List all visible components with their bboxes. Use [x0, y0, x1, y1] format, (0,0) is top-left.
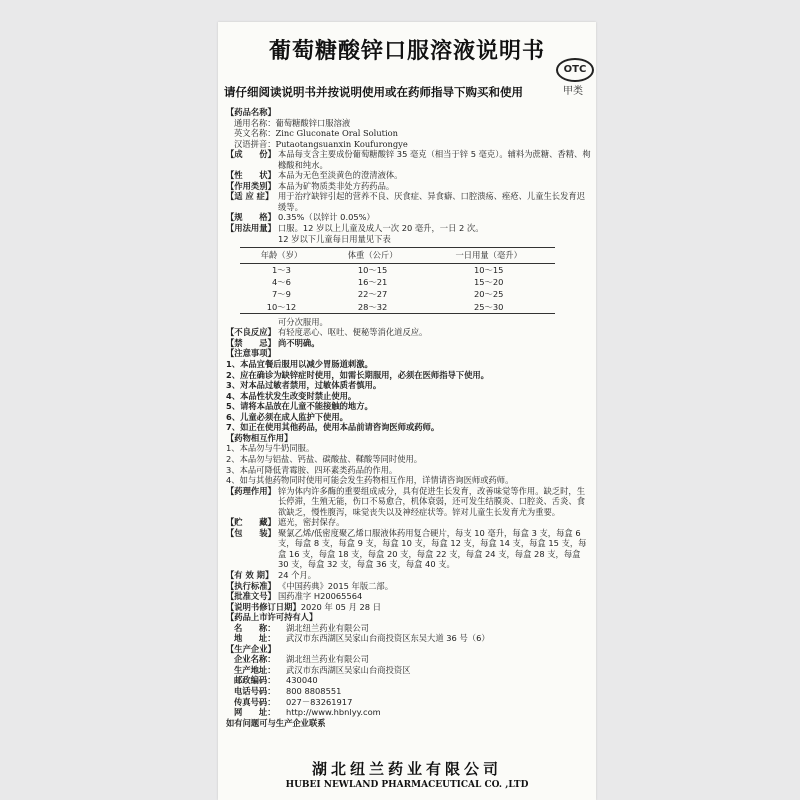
leaflet-content — [226, 107, 591, 728]
storage-label: 【贮 藏】 — [226, 517, 276, 528]
spec-label: 【规 格】 — [226, 212, 276, 223]
read-instructions-notice: 请仔细阅读说明书并按说明使用或在药师指导下购买和使用 — [224, 85, 523, 99]
dose-amount: 20～25 — [473, 289, 504, 300]
postcode-label: 邮政编码： — [234, 675, 276, 686]
dose-table — [240, 247, 555, 314]
dose-weight: 16～21 — [357, 276, 388, 287]
mah-name-label: 名 称： — [234, 622, 276, 633]
mfr-name-row — [226, 654, 591, 665]
fax-row — [226, 697, 591, 708]
list-item: 3、本品可降低青霉胺、四环素类药品的作用。 — [226, 464, 398, 475]
approval-row — [226, 591, 591, 602]
phone-row — [226, 686, 591, 697]
mah-name-value: 湖北纽兰药业有限公司 — [286, 622, 369, 633]
usage-label: 【用法用量】 — [226, 223, 276, 234]
list-item: 1、本品宜餐后服用以减少胃肠道刺激。 — [226, 359, 373, 370]
usage-line-2: 12 岁以下儿童每日用量见下表 — [278, 233, 391, 244]
composition-row — [226, 149, 591, 170]
contraindications-row — [226, 338, 591, 349]
storage-value: 遮光，密封保存。 — [278, 517, 345, 528]
postcode-value: 430040 — [286, 675, 318, 686]
dose-amount: 25～30 — [422, 301, 555, 314]
section-precautions: 【注意事项】 — [226, 348, 276, 359]
approval-value: 国药准字 H20065564 — [278, 591, 363, 602]
table-row — [240, 263, 555, 276]
spec-value: 0.35%（以锌计 0.05%） — [278, 212, 375, 223]
mfr-name-value: 湖北纽兰药业有限公司 — [286, 654, 369, 665]
revision-label: 【说明书修订日期】 — [226, 601, 301, 612]
mfr-address-row — [226, 665, 591, 676]
adverse-value: 有轻度恶心、呕吐、便秘等消化道反应。 — [278, 327, 428, 338]
pharmacology-row — [226, 486, 591, 518]
dose-age: 4～6 — [272, 276, 291, 287]
table-row — [240, 301, 555, 314]
leaflet-sheet — [218, 22, 596, 800]
list-item: 1、本品勿与牛奶同服。 — [226, 443, 315, 454]
generic-name-label: 通用名称： — [234, 117, 276, 128]
mfr-name-label: 企业名称： — [234, 654, 276, 665]
english-name-value: Zinc Gluconate Oral Solution — [275, 128, 398, 139]
dose-header-daily-dose: 一日用量（毫升） — [422, 248, 555, 264]
dose-table-header — [240, 248, 555, 264]
composition-value: 本品每支含主要成份葡萄糖酸锌 35 毫克（相当于锌 5 毫克）。辅料为蔗糖、香精、枸橼酸和纯水。 — [278, 149, 591, 170]
dose-amount: 15～20 — [473, 276, 504, 287]
list-item: 4、如与其他药物同时使用可能会发生药物相互作用，详情请咨询医师或药师。 — [226, 475, 514, 486]
dose-weight: 28～32 — [323, 301, 422, 314]
list-item: 3、对本品过敏者禁用，过敏体质者慎用。 — [226, 380, 382, 391]
english-name-label: 英文名称： — [234, 128, 276, 139]
list-item: 5、请将本品放在儿童不能接触的地方。 — [226, 401, 373, 412]
validity-value: 24 个月。 — [278, 569, 317, 580]
mah-address-label: 地 址： — [234, 633, 276, 644]
category-value: 本品为矿物质类非处方药药品。 — [278, 180, 395, 191]
description-label: 【性 状】 — [226, 170, 276, 181]
pharmacology-label: 【药理作用】 — [226, 485, 276, 496]
mah-address-value: 武汉市东西湖区吴家山台商投资区东吴大道 36 号（6） — [286, 633, 490, 644]
pinyin-name-value: Putaotangsuanxin Koufurongye — [275, 138, 408, 149]
website-label: 网 址： — [234, 707, 276, 718]
contraindications-label: 【禁 忌】 — [226, 337, 276, 348]
approval-label: 【批准文号】 — [226, 591, 276, 602]
usage-row — [226, 223, 591, 234]
company-name-en: HUBEI NEWLAND PHARMACEUTICAL CO. ,LTD — [285, 780, 529, 790]
phone-value: 800 8808551 — [286, 685, 342, 696]
section-mah: 【药品上市许可持有人】 — [226, 612, 318, 623]
dose-age: 7～9 — [272, 289, 291, 300]
document-title: 葡萄糖酸锌口服溶液说明书 — [268, 39, 545, 64]
indications-row — [226, 191, 591, 212]
website-value: http://www.hbnlyy.com — [286, 707, 381, 718]
section-interactions: 【药物相互作用】 — [226, 432, 293, 443]
fax-label: 传真号码： — [234, 696, 276, 707]
description-row — [226, 170, 591, 181]
website-row — [226, 707, 591, 718]
storage-row — [226, 517, 591, 528]
english-name-row — [226, 128, 591, 139]
mah-name-row — [226, 623, 591, 634]
mah-address-row — [226, 633, 591, 644]
spec-row — [226, 212, 591, 223]
dose-weight: 10～15 — [357, 264, 388, 275]
dose-age: 10～12 — [240, 301, 323, 314]
section-manufacturer: 【生产企业】 — [226, 643, 276, 654]
package-value: 聚氯乙烯/低密度聚乙烯口服液体药用复合硬片，每支 10 毫升，每盒 3 支，每盒 6 支，每盒 8 支，每盒 9 支，每盒 10 支，每盒 12 支，每盒 14 支，每盒 15 支，每盒 16 支，每盒 18 支，每盒 20 支，每盒 22 支，每盒 24 支，每盒 28 支，每盒 30 支，每盒 32 支，每盒 36 支，每盒 40 支。 — [278, 527, 587, 570]
pinyin-name-row — [226, 139, 591, 150]
standard-label: 【执行标准】 — [226, 580, 276, 591]
table-row — [240, 276, 555, 288]
validity-row — [226, 570, 591, 581]
category-label: 【作用类别】 — [226, 180, 276, 191]
list-item: 2、应在确诊为缺锌症时使用，如需长期服用，必须在医师指导下使用。 — [226, 369, 489, 380]
list-item: 7、如正在使用其他药品，使用本品前请咨询医师或药师。 — [226, 422, 440, 433]
category-row — [226, 181, 591, 192]
otc-mark: OTC — [556, 58, 594, 82]
package-row — [226, 528, 591, 570]
pinyin-name-label: 汉语拼音： — [234, 138, 276, 149]
standard-value: 《中国药典》2015 年版二部。 — [278, 580, 394, 591]
description-value: 本品为无色至淡黄色的澄清液体。 — [278, 170, 403, 181]
mfr-address-label: 生产地址： — [234, 664, 276, 675]
list-item: 2、本品勿与铝盐、钙盐、碳酸盐、鞣酸等同时使用。 — [226, 453, 423, 464]
table-row — [240, 288, 555, 300]
phone-label: 电话号码： — [234, 685, 276, 696]
package-label: 【包 装】 — [226, 527, 276, 538]
generic-name-row — [226, 118, 591, 129]
otc-class: 甲类 — [563, 86, 583, 97]
dose-amount: 10～15 — [473, 264, 504, 275]
adverse-label: 【不良反应】 — [226, 327, 276, 338]
indications-label: 【适 应 症】 — [226, 191, 274, 202]
company-name-cn: 湖北纽兰药业有限公司 — [311, 760, 502, 778]
list-item: 4、本品性状发生改变时禁止使用。 — [226, 390, 357, 401]
mfr-address-value: 武汉市东西湖区吴家山台商投资区 — [286, 664, 411, 675]
revision-row — [226, 602, 591, 613]
revision-value: 2020 年 05 月 28 日 — [300, 601, 381, 612]
standard-row — [226, 581, 591, 592]
indications-value: 用于治疗缺锌引起的营养不良、厌食症、异食癖、口腔溃疡、痤疮、儿童生长发育迟缓等。 — [278, 191, 585, 212]
usage-line-1: 口服。12 岁以上儿童及成人一次 20 毫升，一日 2 次。 — [278, 223, 484, 234]
dose-age: 1～3 — [272, 264, 291, 275]
dose-header-age: 年龄（岁） — [240, 248, 323, 264]
dose-header-weight: 体重（公斤） — [323, 248, 422, 264]
dose-weight: 22～27 — [357, 289, 388, 300]
pharmacology-value: 锌为体内许多酶的重要组成成分，具有促进生长发育，改善味觉等作用。缺乏时，生长停滞，生殖无能，伤口不易愈合，机体衰弱，还可发生结膜炎、口腔炎、舌炎、食欲缺乏，慢性腹泻，味觉丧失以及神经症状等。锌对儿童生长发育尤为重要。 — [278, 485, 585, 517]
generic-name-value: 葡萄糖酸锌口服溶液 — [275, 117, 351, 128]
list-item: 6、儿童必须在成人监护下使用。 — [226, 411, 348, 422]
composition-label: 【成 份】 — [226, 149, 276, 160]
contraindications-value: 尚不明确。 — [278, 337, 320, 348]
section-drug-name: 【药品名称】 — [226, 107, 276, 117]
contact-note: 如有问题可与生产企业联系 — [226, 717, 326, 728]
adverse-row — [226, 327, 591, 338]
fax-value: 027－83261917 — [286, 696, 353, 707]
usage-note: 可分次服用。 — [278, 316, 328, 327]
validity-label: 【有 效 期】 — [226, 569, 274, 580]
postcode-row — [226, 675, 591, 686]
